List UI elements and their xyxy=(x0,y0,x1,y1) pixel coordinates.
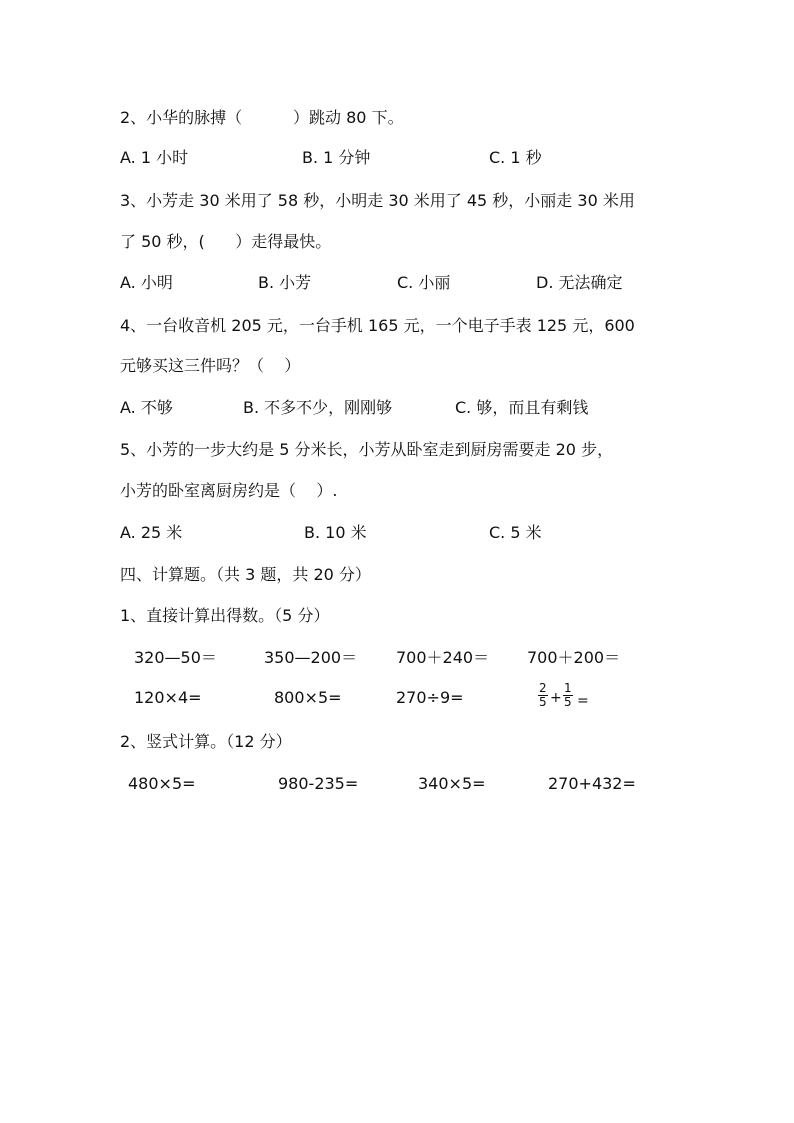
q2-option-c: C. 1 秒 xyxy=(489,148,542,167)
fraction-denominator: 5 xyxy=(539,695,547,709)
q4-option-c: C. 够，而且有剩钱 xyxy=(455,398,589,417)
equals-sign: = xyxy=(577,693,589,709)
fraction-one-fifth xyxy=(563,682,573,709)
calc-item: 320—50＝ xyxy=(134,648,217,667)
q2-option-b: B. 1 分钟 xyxy=(302,148,371,167)
q4-option-b: B. 不多不少，刚刚够 xyxy=(243,398,393,417)
q3-option-b: B. 小芳 xyxy=(258,273,312,292)
calc-item: 800×5= xyxy=(274,688,342,707)
fraction-numerator: 2 xyxy=(539,681,547,695)
q4-option-a: A. 不够 xyxy=(120,398,173,417)
q2-option-a: A. 1 小时 xyxy=(120,148,189,167)
calc-item: 700＋240＝ xyxy=(396,648,490,667)
q3-stem-line1: 3、小芳走 30 米用了 58 秒，小明走 30 米用了 45 秒，小丽走 30 米用 xyxy=(120,191,635,210)
calc-item: 120×4= xyxy=(134,688,202,707)
q5-stem-line2: 小芳的卧室离厨房约是（ ）. xyxy=(120,481,338,500)
calc-item: 350—200＝ xyxy=(264,648,358,667)
q5-option-b: B. 10 米 xyxy=(304,523,367,542)
vertical-calc-item: 270+432= xyxy=(548,774,636,793)
calc-item: 700＋200＝ xyxy=(527,648,621,667)
section4-sub1-title: 1、直接计算出得数。（5 分） xyxy=(120,606,330,625)
fraction-denominator: 5 xyxy=(564,695,572,709)
vertical-calc-item: 480×5= xyxy=(128,774,196,793)
calc-item: 270÷9= xyxy=(396,688,464,707)
q2-stem: 2、小华的脉搏（ ）跳动 80 下。 xyxy=(120,108,404,127)
q5-option-c: C. 5 米 xyxy=(489,523,542,542)
q5-stem-line1: 5、小芳的一步大约是 5 分米长，小芳从卧室走到厨房需要走 20 步， xyxy=(120,440,614,459)
q5-option-a: A. 25 米 xyxy=(120,523,183,542)
vertical-calc-item: 980-235= xyxy=(278,774,359,793)
q3-option-d: D. 无法确定 xyxy=(536,273,623,292)
q3-option-a: A. 小明 xyxy=(120,273,173,292)
section4-sub2-title: 2、竖式计算。（12 分） xyxy=(120,732,292,751)
q4-stem-line1: 4、一台收音机 205 元，一台手机 165 元，一个电子手表 125 元，600 xyxy=(120,316,635,335)
q3-stem-line2: 了 50 秒，( ）走得最快。 xyxy=(120,232,332,251)
fraction-two-fifths xyxy=(538,682,548,709)
q3-option-c: C. 小丽 xyxy=(397,273,451,292)
vertical-calc-item: 340×5= xyxy=(418,774,486,793)
q4-stem-line2: 元够买这三件吗？（ ） xyxy=(120,356,301,375)
section4-heading: 四、计算题。（共 3 题，共 20 分） xyxy=(120,565,371,584)
fraction-numerator: 1 xyxy=(564,681,572,695)
plus-sign: + xyxy=(550,690,562,706)
